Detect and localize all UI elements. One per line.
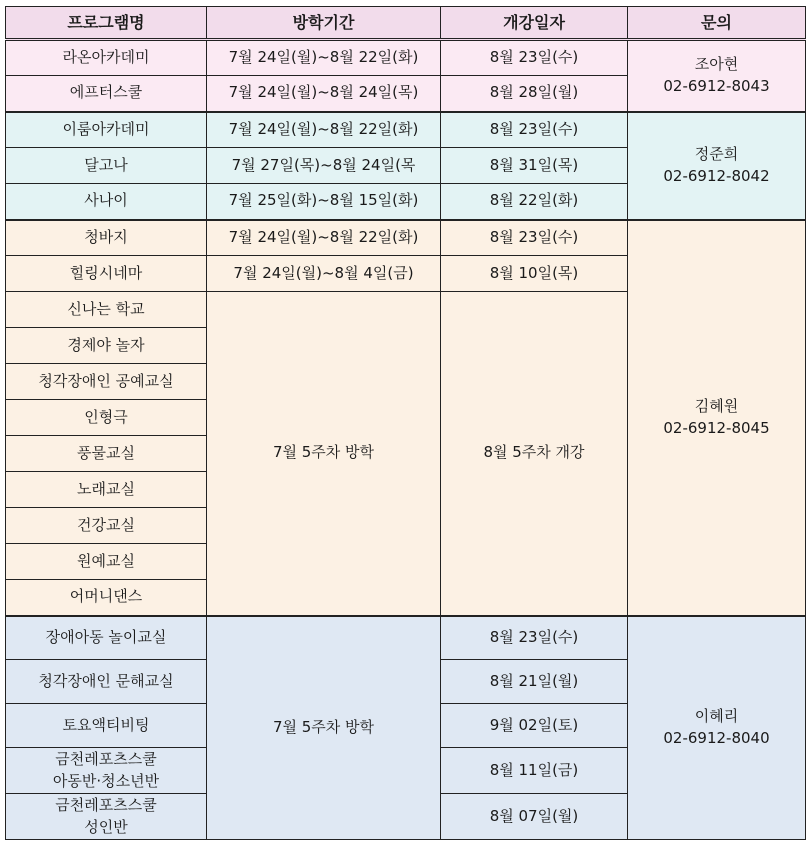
program-name: 라온아카데미	[6, 40, 207, 76]
program-name: 신나는 학교	[6, 292, 207, 328]
start-date: 8월 23일(수)	[441, 616, 628, 660]
schedule-table	[5, 6, 806, 840]
program-name-line: 금천레포츠스쿨	[55, 795, 157, 814]
start-date: 8월 28일(월)	[441, 76, 628, 112]
program-name: 힐링시네마	[6, 256, 207, 292]
vacation-period-merged: 7월 5주차 방학	[207, 292, 441, 616]
program-name	[6, 794, 207, 840]
program-name-line: 아동반·청소년반	[52, 771, 160, 790]
contact-cell	[628, 112, 806, 220]
program-name: 건강교실	[6, 508, 207, 544]
start-date: 8월 21일(월)	[441, 660, 628, 704]
start-date: 9월 02일(토)	[441, 704, 628, 748]
program-name-line: 금천레포츠스쿨	[55, 749, 157, 768]
start-date: 8월 11일(금)	[441, 748, 628, 794]
vacation-period: 7월 24일(월)~8월 22일(화)	[207, 112, 441, 148]
contact-cell	[628, 616, 806, 840]
program-name: 에프터스쿨	[6, 76, 207, 112]
contact-name: 김혜원	[694, 396, 739, 415]
contact-cell	[628, 220, 806, 616]
contact-phone: 02-6912-8045	[663, 418, 770, 437]
contact-name: 정준희	[694, 144, 739, 163]
start-date: 8월 31일(목)	[441, 148, 628, 184]
table-row	[6, 616, 806, 660]
program-name: 어머니댄스	[6, 580, 207, 616]
vacation-period: 7월 24일(월)~8월 22일(화)	[207, 40, 441, 76]
contact-phone: 02-6912-8040	[663, 728, 770, 747]
contact-phone: 02-6912-8042	[663, 166, 770, 185]
start-date: 8월 23일(수)	[441, 220, 628, 256]
program-name: 노래교실	[6, 472, 207, 508]
program-name: 이룸아카데미	[6, 112, 207, 148]
program-name: 사나이	[6, 184, 207, 220]
header-contact: 문의	[628, 7, 806, 40]
vacation-period: 7월 27일(목)~8월 24일(목	[207, 148, 441, 184]
table-row	[6, 40, 806, 76]
program-name	[6, 748, 207, 794]
start-date: 8월 07일(월)	[441, 794, 628, 840]
start-date: 8월 23일(수)	[441, 112, 628, 148]
contact-name: 조아현	[694, 55, 739, 73]
header-start-date: 개강일자	[441, 7, 628, 40]
start-date: 8월 23일(수)	[441, 40, 628, 76]
table-row	[6, 220, 806, 256]
start-date: 8월 22일(화)	[441, 184, 628, 220]
vacation-period: 7월 24일(월)~8월 22일(화)	[207, 220, 441, 256]
program-name: 청각장애인 문해교실	[6, 660, 207, 704]
program-name: 경제야 놀자	[6, 328, 207, 364]
header-program: 프로그램명	[6, 7, 207, 40]
header-row	[6, 7, 806, 40]
start-date-merged: 8월 5주차 개강	[441, 292, 628, 616]
program-name: 청각장애인 공예교실	[6, 364, 207, 400]
vacation-period: 7월 24일(월)~8월 24일(목)	[207, 76, 441, 112]
program-name: 인형극	[6, 400, 207, 436]
vacation-period: 7월 25일(화)~8월 15일(화)	[207, 184, 441, 220]
header-period: 방학기간	[207, 7, 441, 40]
start-date: 8월 10일(목)	[441, 256, 628, 292]
program-name: 풍물교실	[6, 436, 207, 472]
contact-cell	[628, 40, 806, 112]
vacation-period-merged: 7월 5주차 방학	[207, 616, 441, 840]
program-name: 토요액티비팅	[6, 704, 207, 748]
contact-name: 이혜리	[694, 707, 739, 725]
program-name: 청바지	[6, 220, 207, 256]
program-name: 원예교실	[6, 544, 207, 580]
contact-phone: 02-6912-8043	[663, 76, 770, 95]
program-name: 장애아동 놀이교실	[6, 616, 207, 660]
vacation-period: 7월 24일(월)~8월 4일(금)	[207, 256, 441, 292]
program-name: 달고나	[6, 148, 207, 184]
table-row	[6, 112, 806, 148]
program-name-line: 성인반	[84, 817, 128, 836]
